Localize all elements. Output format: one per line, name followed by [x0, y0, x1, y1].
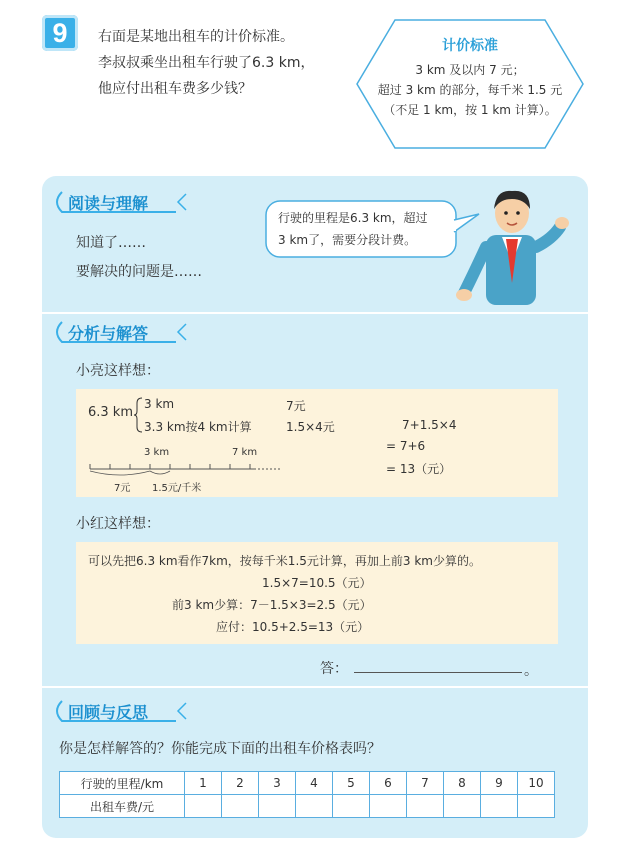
pricing-line-1: 3 km 及以内 7 元；	[415, 63, 525, 77]
xiaohong-line-2: 1.5×7=10.5（元）	[262, 576, 372, 590]
fare-blank[interactable]	[333, 795, 370, 818]
fare-blank[interactable]	[259, 795, 296, 818]
problem-line-3: 他应付出租车费多少钱？	[98, 81, 252, 97]
table-cell: 5	[333, 772, 370, 795]
problem-text	[98, 24, 314, 102]
row-head-fare: 出租车费/元	[60, 795, 185, 818]
table-cell: 10	[518, 772, 555, 795]
fare-blank[interactable]	[481, 795, 518, 818]
line-label-7km: 7 km	[232, 447, 258, 458]
table-row	[60, 795, 555, 818]
speech-text	[278, 207, 428, 251]
section-title: 回顾与反思	[68, 703, 149, 722]
fare-blank[interactable]	[518, 795, 555, 818]
number-line	[86, 459, 286, 479]
answer-period: 。	[524, 663, 538, 679]
problem-line-2: 李叔叔乘坐出租车行驶了6.3 km，	[98, 55, 315, 71]
calc-step-1: 7+1.5×4	[402, 418, 457, 432]
section-label-review	[52, 699, 192, 723]
fare-blank[interactable]	[444, 795, 481, 818]
xiaohong-line-4: 应付：10.5+2.5=13（元）	[216, 620, 370, 634]
answer-label: 答：	[320, 661, 348, 677]
calc-step-3: = 13（元）	[386, 462, 452, 476]
xiaohong-line-1: 可以先把6.3 km看作7km，按每千米1.5元计算，再加上前3 km少算的。	[88, 554, 481, 568]
speech-line-1: 行驶的里程是6.3 km，超过	[278, 211, 428, 225]
brace-icon	[133, 397, 143, 433]
row-head-distance: 行驶的里程/km	[60, 772, 185, 795]
boy-illustration	[452, 183, 572, 315]
calc-step-2: = 7+6	[386, 439, 426, 453]
table-cell: 7	[407, 772, 444, 795]
table-cell: 1	[185, 772, 222, 795]
pricing-line-3: （不足 1 km，按 1 km 计算）。	[383, 103, 557, 117]
review-question: 你是怎样解答的？你能完成下面的出租车价格表吗？	[59, 741, 381, 757]
table-cell: 8	[444, 772, 481, 795]
pricing-standard	[355, 36, 585, 120]
section-title: 阅读与理解	[68, 194, 149, 213]
table-row	[60, 772, 555, 795]
xiaohong-line-3: 前3 km少算：7－1.5×3=2.5（元）	[172, 598, 372, 612]
section-title: 分析与解答	[68, 324, 149, 343]
known-text: 知道了……	[76, 235, 146, 251]
problem-number-badge: 9	[42, 15, 78, 51]
table-cell: 4	[296, 772, 333, 795]
xiaoliang-work	[76, 389, 558, 497]
first-cost: 7元	[286, 399, 306, 413]
speech-line-2: 3 km了，需要分段计费。	[278, 233, 417, 247]
pricing-line-2: 超过 3 km 的部分，每千米 1.5 元	[377, 83, 563, 97]
table-cell: 2	[222, 772, 259, 795]
pricing-title: 计价标准	[442, 38, 498, 54]
table-cell: 6	[370, 772, 407, 795]
question-text: 要解决的问题是……	[76, 264, 202, 280]
fare-blank[interactable]	[407, 795, 444, 818]
problem-line-1: 右面是某地出租车的计价标准。	[98, 29, 294, 45]
second-cost: 1.5×4元	[286, 420, 335, 434]
second-part: 3.3 km按4 km计算	[144, 420, 252, 434]
fare-blank[interactable]	[185, 795, 222, 818]
first-part: 3 km	[144, 397, 175, 411]
fare-blank[interactable]	[296, 795, 333, 818]
section-label-read	[52, 190, 192, 214]
table-cell: 9	[481, 772, 518, 795]
section-divider	[42, 686, 588, 688]
answer-blank[interactable]	[354, 672, 522, 673]
xiaohong-work	[76, 542, 558, 644]
table-cell: 3	[259, 772, 296, 795]
line-label-rate: 1.5元/千米	[152, 483, 202, 494]
fare-blank[interactable]	[370, 795, 407, 818]
section-label-analyze	[52, 320, 192, 344]
fare-blank[interactable]	[222, 795, 259, 818]
line-label-3km: 3 km	[144, 447, 170, 458]
total-distance: 6.3 km	[88, 405, 133, 420]
xiaohong-label: 小红这样想：	[76, 516, 160, 532]
xiaoliang-label: 小亮这样想：	[76, 363, 160, 379]
line-label-7yuan: 7元	[114, 483, 131, 494]
taxi-price-table	[59, 771, 555, 818]
